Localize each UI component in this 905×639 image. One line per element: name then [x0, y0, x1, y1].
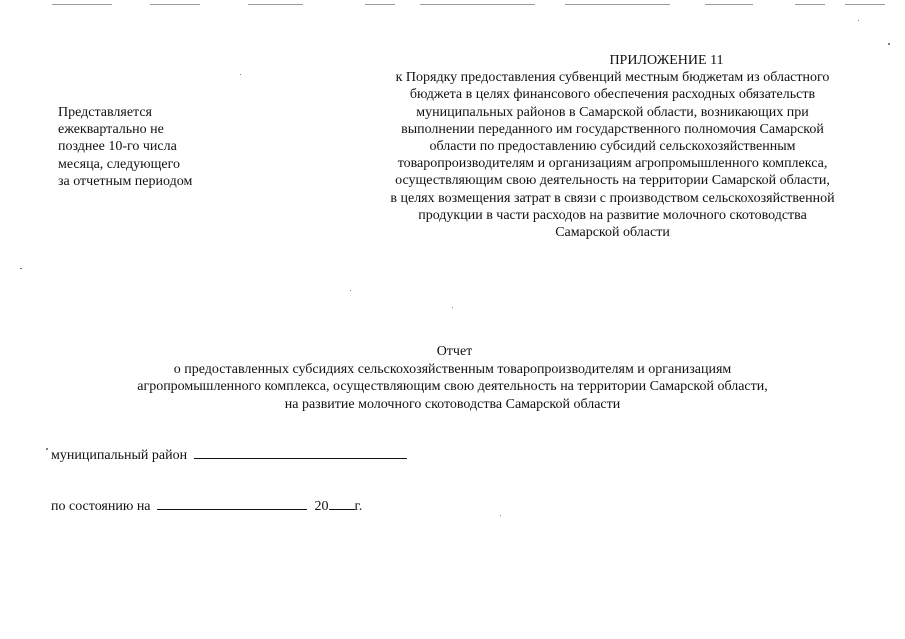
- date-field-row: [51, 497, 362, 515]
- report-subtitle-line: о предоставленных субсидиях сельскохозяйственным товаропроизводителям и организациям: [173, 361, 732, 377]
- appendix-title: ПРИЛОЖЕНИЕ 11: [609, 53, 724, 68]
- date-input-line[interactable]: [157, 497, 307, 510]
- date-label: по состоянию на: [51, 499, 151, 514]
- scan-top-rule: [150, 4, 200, 5]
- submission-note: [58, 104, 248, 190]
- submission-note-line: Представляется: [58, 105, 152, 120]
- scan-top-rule: [365, 4, 395, 5]
- district-field-row: [51, 446, 407, 464]
- appendix-line: продукции в части расходов на развитие молочного скотоводства: [418, 207, 807, 223]
- appendix-line: муниципальных районов в Самарской области, возникающих при: [416, 104, 809, 120]
- year-prefix: 20: [314, 499, 329, 514]
- report-subtitle-line: агропромышленного комплекса, осуществляющим свою деятельность на территории Самарской области,: [137, 379, 768, 394]
- district-input-line[interactable]: [194, 446, 407, 459]
- scan-top-rule: [52, 4, 112, 5]
- scan-speck: [46, 448, 48, 450]
- appendix-header: [355, 52, 870, 241]
- scan-top-rule: [795, 4, 825, 5]
- appendix-line: осуществляющим свою деятельность на территории Самарской области,: [395, 173, 830, 189]
- district-label: муниципальный район: [51, 448, 188, 463]
- appendix-line: области по предоставлению субсидий сельскохозяйственным: [429, 139, 796, 155]
- report-subtitle-line: на развитие молочного скотоводства Самарской области: [284, 396, 621, 412]
- scan-speck: [500, 515, 501, 516]
- appendix-line: бюджета в целях финансового обеспечения расходных обязательств: [409, 87, 816, 103]
- scan-top-rule: [705, 4, 753, 5]
- scan-top-rule: [845, 4, 885, 5]
- scan-speck: [240, 74, 241, 75]
- scan-top-rule: [565, 4, 670, 5]
- appendix-line: Самарской области: [555, 225, 670, 241]
- year-input-line[interactable]: [329, 497, 355, 510]
- appendix-line: в целях возмещения затрат в связи с производством сельскохозяйственной: [390, 190, 835, 206]
- scan-speck: [452, 307, 453, 308]
- scan-speck: [20, 268, 22, 269]
- submission-note-line: за отчетным периодом: [58, 173, 193, 189]
- submission-note-line: ежеквартально не: [58, 122, 164, 138]
- scan-speck: [858, 20, 859, 21]
- year-suffix: г.: [354, 499, 363, 514]
- scan-speck: [888, 43, 890, 45]
- scan-speck: [350, 290, 351, 291]
- scan-top-rule: [248, 4, 303, 5]
- submission-note-line: месяца, следующего: [58, 156, 180, 172]
- report-heading: [0, 343, 905, 413]
- appendix-line: к Порядку предоставления субвенций местным бюджетам из областного: [395, 70, 830, 86]
- submission-note-line: позднее 10-го числа: [58, 139, 177, 155]
- report-title: Отчет: [436, 344, 473, 359]
- appendix-line: выполнении переданного им государственного полномочия Самарской: [401, 121, 824, 137]
- appendix-line: товаропроизводителям и организациям агропромышленного комплекса,: [397, 156, 828, 172]
- scan-top-rule: [420, 4, 535, 5]
